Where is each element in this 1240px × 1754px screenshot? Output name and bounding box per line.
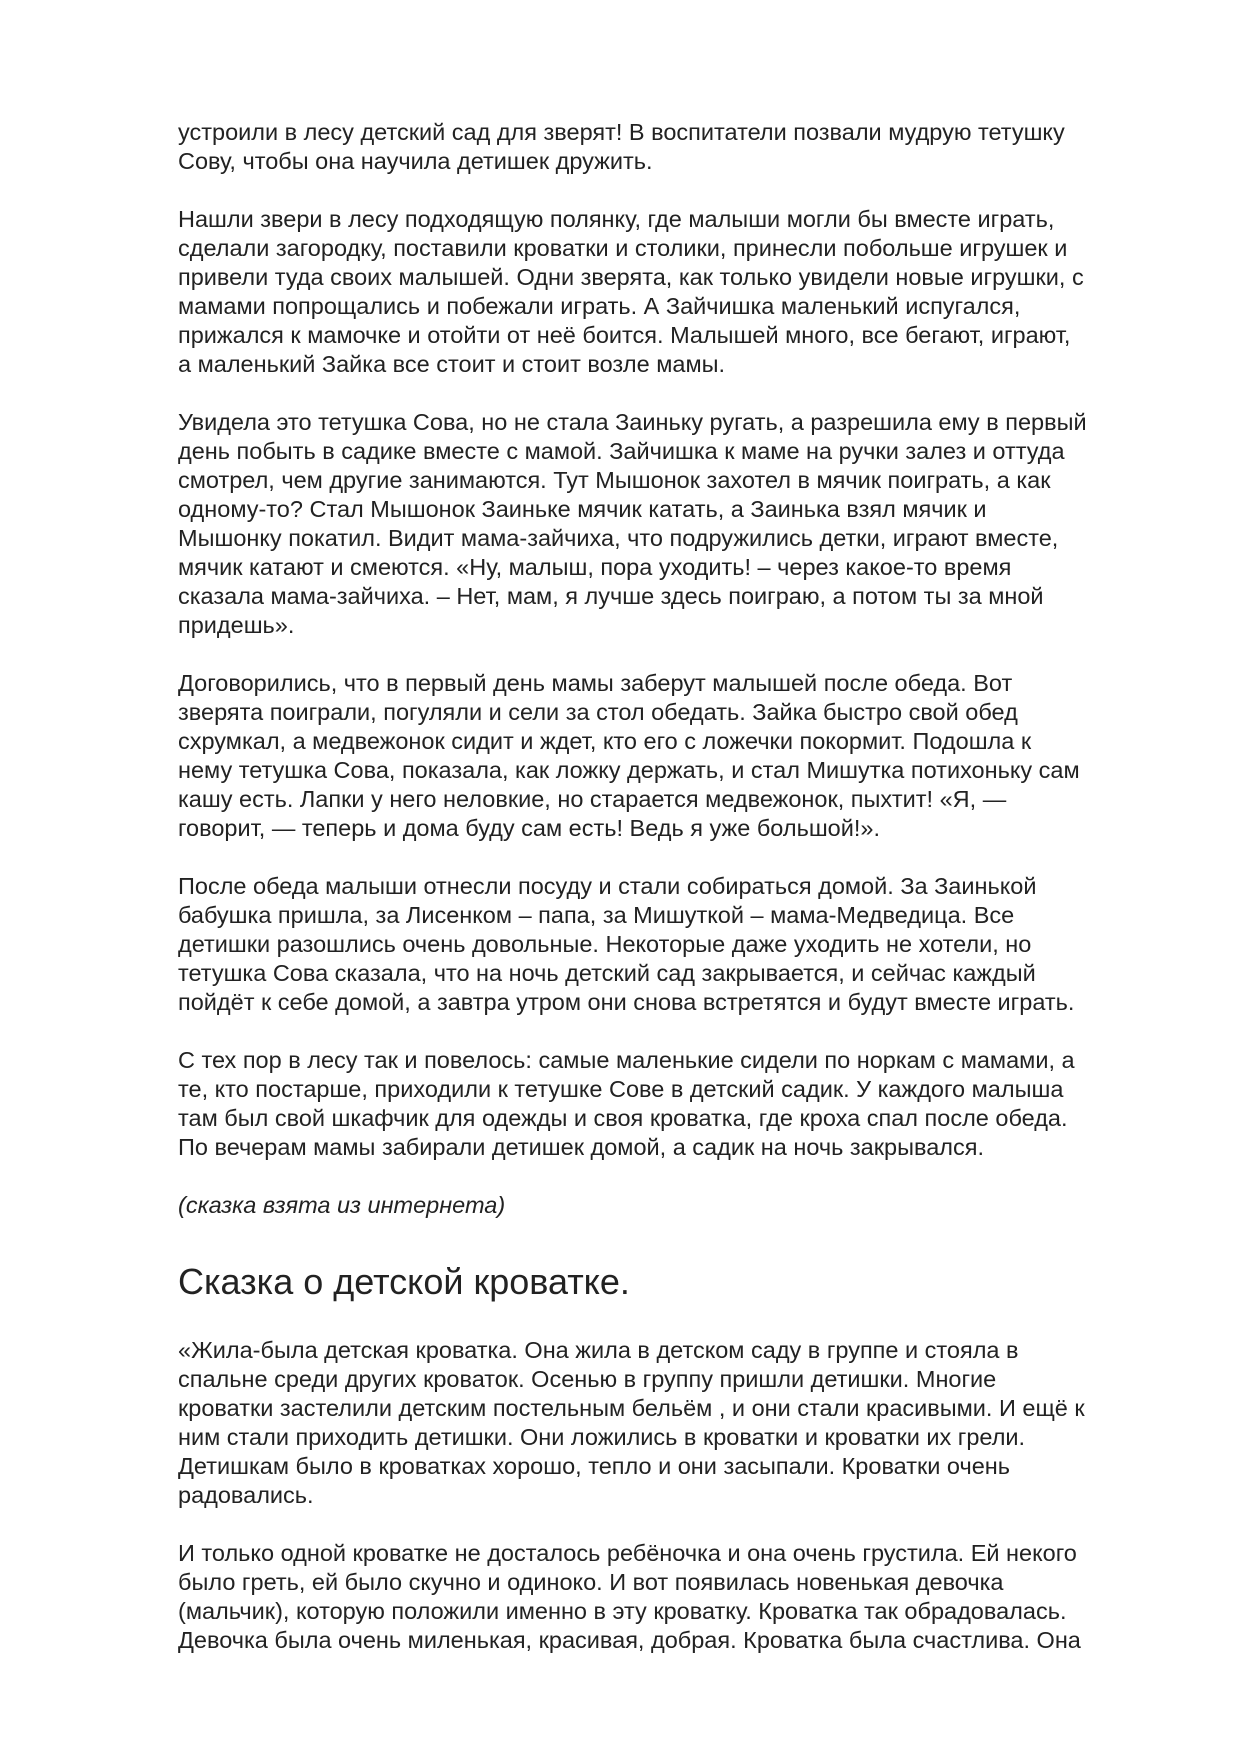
paragraph-1: устроили в лесу детский сад для зверят! В воспитатели позвали мудрую тетушку Сову, чтобы она научила детишек дружить. xyxy=(178,119,1065,174)
story-heading: Сказка о детской кроватке. xyxy=(178,1261,630,1302)
document-body xyxy=(178,118,1168,1684)
paragraph-2: Нашли звери в лесу подходящую полянку, где малыши могли бы вместе играть, сделали загородку, поставили кроватки и столики, принесли побольше игрушек и привели туда своих малышей. Одни зверята, как только увидели новые игрушки, с мамами попрощались и побежали играть. А Зайчишка маленький испугался, прижался к мамочке и отойти от неё боится. Малышей много, все бегают, играют, а маленький Зайка все стоит и стоит возле мамы. xyxy=(178,206,1084,377)
paragraph-3: Увидела это тетушка Сова, но не стала Заиньку ругать, а разрешила ему в первый день побыть в садике вместе с мамой. Зайчишка к маме на ручки залез и оттуда смотрел, чем другие занимаются. Тут Мышонок захотел в мячик поиграть, а как одному-то? Стал Мышонок Заиньке мячик катать, а Заинька взял мячик и Мышонку покатил. Видит мама-зайчиха, что подружились детки, играют вместе, мячик катают и смеются. «Ну, малыш, пора уходить! – через какое-то время сказала мама-зайчиха. – Нет, мам, я лучше здесь поиграю, а потом ты за мной придешь». xyxy=(178,409,1087,638)
source-note: (сказка взята из интернета) xyxy=(178,1192,506,1218)
paragraph-5: После обеда малыши отнесли посуду и стали собираться домой. За Заинькой бабушка пришла, за Лисенком – папа, за Мишуткой – мама-Медведица. Все детишки разошлись очень довольные. Некоторые даже уходить не хотели, но тетушка Сова сказала, что на ночь детский сад закрывается, и сейчас каждый пойдёт к себе домой, а завтра утром они снова встретятся и будут вместе играть. xyxy=(178,873,1075,1015)
story2-paragraph-2: И только одной кроватке не досталось ребёночка и она очень грустила. Ей некого было греть, ей было скучно и одиноко. И вот появилась новенькая девочка (мальчик), которую положили именно в эту кроватку. Кроватка так обрадовалась. Девочка была очень миленькая, красивая, добрая. Кроватка была счастлива. Она xyxy=(178,1540,1081,1653)
paragraph-6: С тех пор в лесу так и повелось: самые маленькие сидели по норкам с мамами, а те, кто постарше, приходили к тетушке Сове в детский садик. У каждого малыша там был свой шкафчик для одежды и своя кроватка, где кроха спал после обеда. По вечерам мамы забирали детишек домой, а садик на ночь закрывался. xyxy=(178,1047,1075,1160)
paragraph-4: Договорились, что в первый день мамы заберут малышей после обеда. Вот зверята поиграли, погуляли и сели за стол обедать. Зайка быстро свой обед схрумкал, а медвежонок сидит и ждет, кто его с ложечки покормит. Подошла к нему тетушка Сова, показала, как ложку держать, и стал Мишутка потихоньку сам кашу есть. Лапки у него неловкие, но старается медвежонок, пыхтит! «Я, — говорит, — теперь и дома буду сам есть! Ведь я уже большой!». xyxy=(178,670,1080,841)
story2-paragraph-1: «Жила-была детская кроватка. Она жила в детском саду в группе и стояла в спальне среди других кроваток. Осенью в группу пришли детишки. Многие кроватки застелили детским постельным бельём , и они стали красивыми. И ещё к ним стали приходить детишки. Они ложились в кроватки и кроватки их грели. Детишкам было в кроватках хорошо, тепло и они засыпали. Кроватки очень радовались. xyxy=(178,1337,1085,1508)
